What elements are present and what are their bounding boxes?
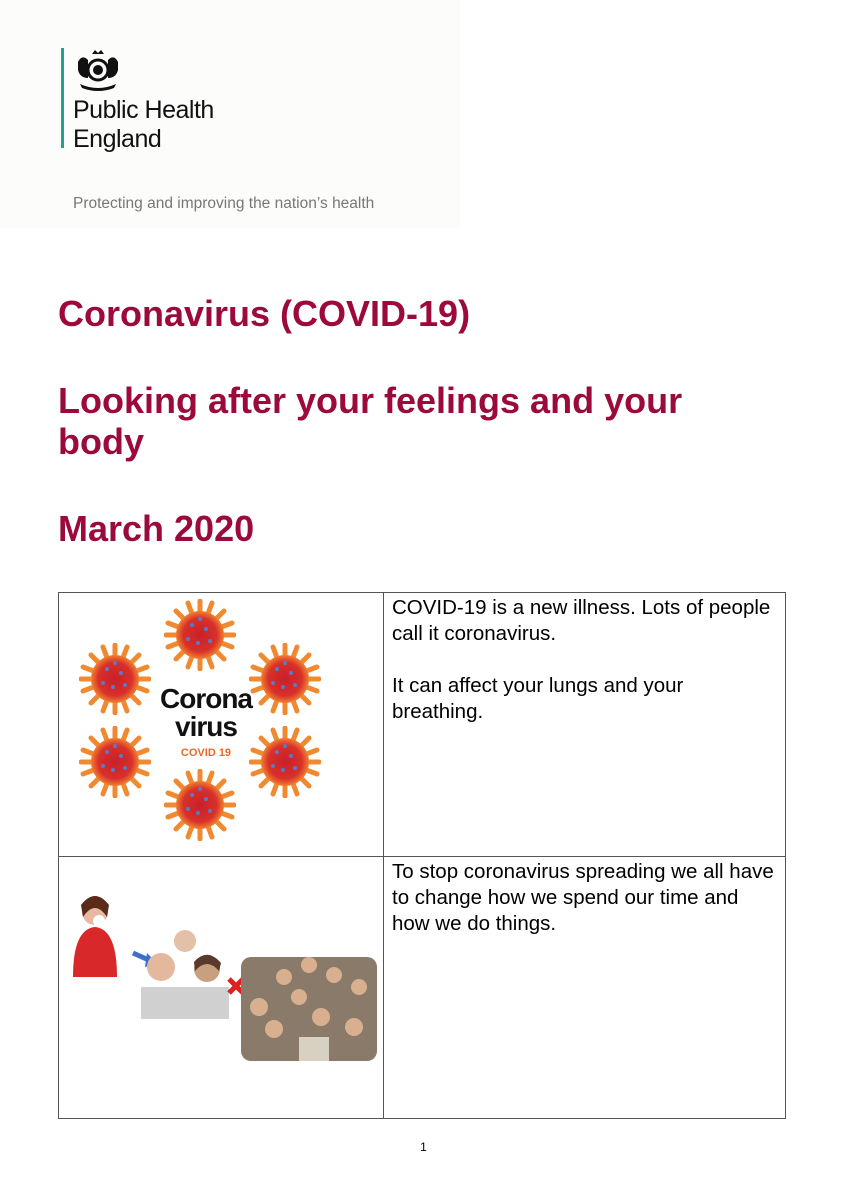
header-band	[0, 0, 460, 228]
document-title: Coronavirus (COVID-19)	[58, 293, 471, 334]
table-row	[59, 593, 786, 857]
virus-icon	[79, 643, 151, 715]
tagline: Protecting and improving the nation’s health	[73, 195, 375, 212]
coronavirus-label	[151, 685, 261, 759]
page-number: 1	[420, 1140, 427, 1154]
table-row	[59, 857, 786, 1119]
spreading-image-cell	[59, 857, 384, 1119]
document-date: March 2020	[58, 508, 255, 549]
coronavirus-image-cell	[59, 593, 384, 857]
sick-people-icon	[141, 930, 229, 1019]
virus-icon	[79, 726, 151, 798]
paragraph: COVID-19 is a new illness. Lots of people call it coronavirus.	[392, 596, 771, 645]
org-name-line1: Public Health	[73, 96, 214, 124]
coronavirus-label-line1: Corona	[160, 683, 252, 714]
coronavirus-label-line2: virus	[175, 711, 237, 742]
logo-accent-bar	[61, 48, 64, 148]
crowd-icon	[241, 957, 377, 1061]
document-subtitle: Looking after your feelings and your body	[58, 380, 683, 462]
easy-read-table	[58, 592, 786, 1119]
paragraph: It can affect your lungs and your breathing.	[392, 674, 684, 723]
org-name	[73, 96, 214, 154]
sneezing-person-icon	[73, 896, 117, 977]
people-spreading-illustration	[59, 857, 383, 1113]
virus-icon	[164, 769, 236, 841]
paragraph: To stop coronavirus spreading we all have to change how we spend our time and how we do things.	[392, 860, 774, 935]
cross-icon	[229, 979, 243, 993]
text-cell	[384, 593, 786, 857]
covid19-label: COVID 19	[180, 747, 232, 759]
royal-crest-logo	[72, 48, 124, 92]
virus-icon	[164, 599, 236, 671]
org-name-line2: England	[73, 125, 162, 153]
text-cell	[384, 857, 786, 1119]
